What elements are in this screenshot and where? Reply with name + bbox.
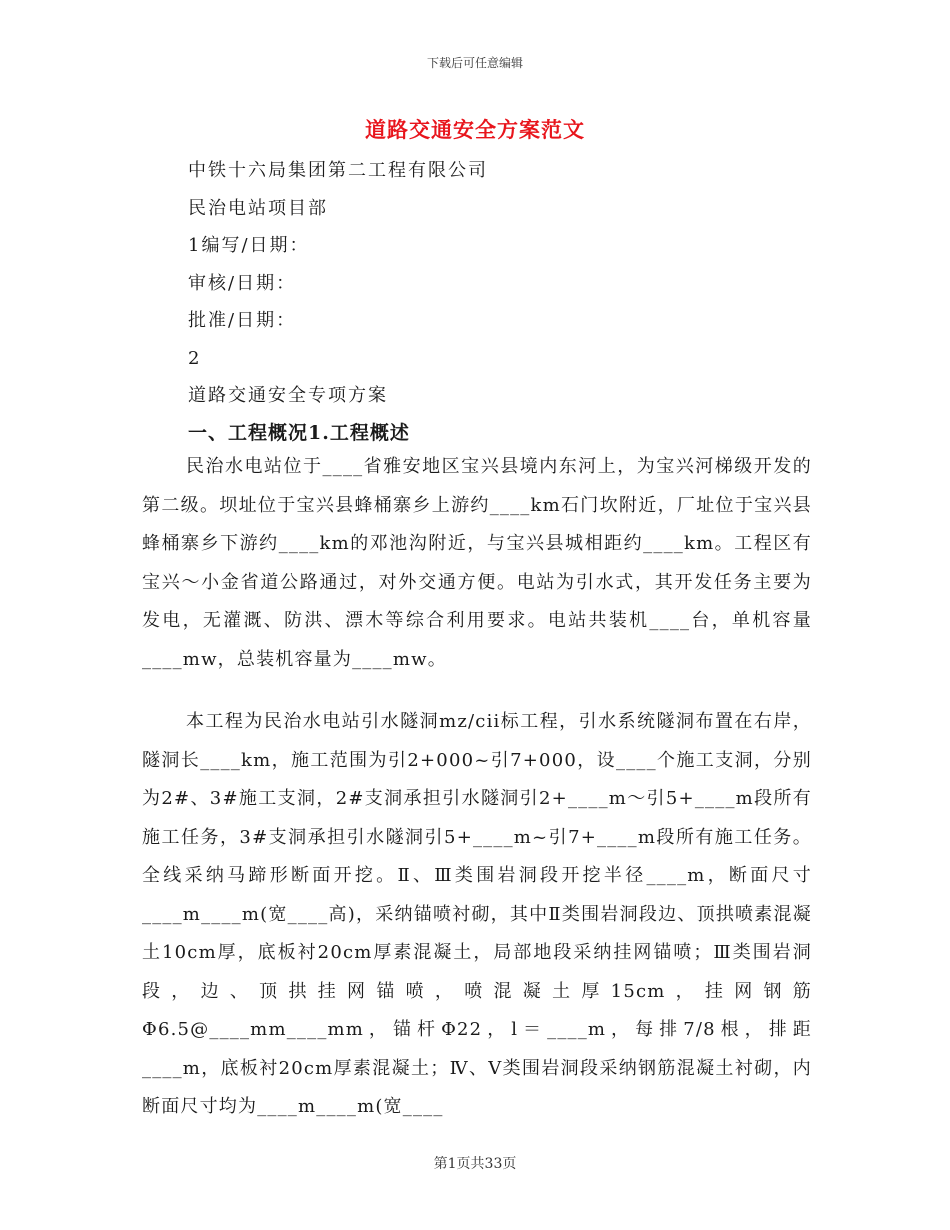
meta-block <box>188 152 828 452</box>
page-marker: 2 <box>188 347 202 369</box>
company-name: 中铁十六局集团第二工程有限公司 <box>188 160 488 181</box>
subtitle: 道路交通安全专项方案 <box>188 385 388 406</box>
paragraph-project-scope: 本工程为民治水电站引水隧洞mz/cii标工程，引水系统隧洞布置在右岸，隧洞长____km，施工范围为引2+000~引7+000，设____个施工支洞，分别为2#、3#施工支洞，2#支洞承担引水隧洞引2+____m～引5+____m段所有施工任务，3#支洞承担引水隧洞引5+____m~引7+____m段所有施工任务。全线采纳马蹄形断面开挖。Ⅱ、Ⅲ类围岩洞段开挖半径____m，断面尺寸____m____m(宽____高)，采纳锚喷衬砌，其中Ⅱ类围岩洞段边、顶拱喷素混凝土10cm厚，底板衬20cm厚素混凝土，局部地段采纳挂网锚喷；Ⅲ类围岩洞段，边、顶拱挂网锚喷，喷混凝土厚15cm，挂网钢筋Φ6.5@____mm____mm，锚杆Φ22，l＝____m，每排7/8根，排距____m，底板衬20cm厚素混凝土；Ⅳ、Ⅴ类围岩洞段采纳钢筋混凝土衬砌，内断面尺寸均为____m____m(宽____ <box>142 711 812 1117</box>
author-date: 1编写/日期： <box>188 235 310 256</box>
review-date: 审核/日期： <box>188 272 297 294</box>
paragraph-overview: 民治水电站位于____省雅安地区宝兴县境内东河上，为宝兴河梯级开发的第二级。坝址位于宝兴县蜂桶寨乡上游约____km石门坎附近，厂址位于宝兴县蜂桶寨乡下游约____km的邓池沟附近，与宝兴县城相距约____km。工程区有宝兴～小金省道公路通过，对外交通方便。电站为引水式，其开发任务主要为发电，无灌溉、防洪、漂木等综合利用要求。电站共装机____台，单机容量____mw，总装机容量为____mw。 <box>142 456 812 670</box>
approval-date: 批准/日期： <box>188 310 297 331</box>
section-heading: 一、工程概况1.工程概述 <box>188 421 410 444</box>
document-title: 道路交通安全方案范文 <box>365 117 585 142</box>
header-note: 下载后可任意编辑 <box>426 56 523 70</box>
page-footer: 第1页共33页 <box>433 1156 517 1172</box>
project-department: 民治电站项目部 <box>188 197 328 219</box>
